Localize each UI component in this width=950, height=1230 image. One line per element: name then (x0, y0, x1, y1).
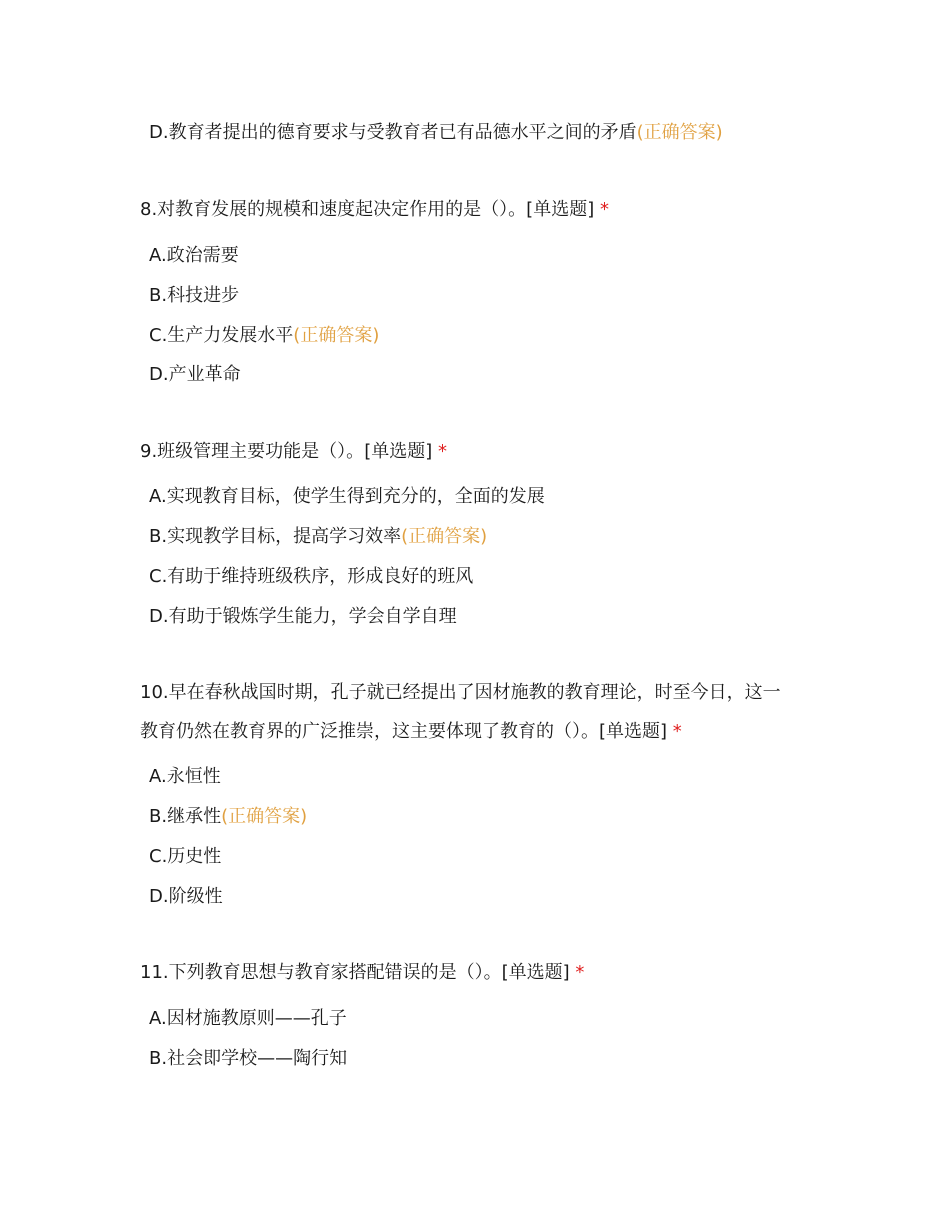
question-10-option-a (149, 765, 221, 789)
option-text: D.教育者提出的德育要求与受教育者已有品德水平之间的矛盾 (149, 122, 637, 143)
option-text: B.科技进步 (149, 285, 240, 306)
option-text: C.有助于维持班级秩序，形成良好的班风 (149, 566, 474, 587)
question-type-tag: [单选题] (501, 962, 570, 983)
option-text: D.产业革命 (149, 364, 241, 385)
question-11-option-a (149, 1007, 347, 1031)
question-11-title (140, 961, 584, 985)
option-text: D.阶级性 (149, 886, 223, 907)
option-text: B.继承性 (149, 806, 222, 827)
question-text: 教育仍然在教育界的广泛推崇，这主要体现了教育的（）。 (140, 721, 599, 742)
option-text: A.实现教育目标，使学生得到充分的，全面的发展 (149, 486, 545, 507)
question-9-option-b (149, 525, 487, 549)
question-type-tag: [单选题] (599, 721, 668, 742)
required-asterisk: * (599, 199, 609, 220)
option-text: C.历史性 (149, 846, 222, 867)
question-9-option-d (149, 605, 457, 629)
question-8-option-c (149, 324, 379, 348)
question-text: 11.下列教育思想与教育家搭配错误的是（）。 (140, 962, 502, 983)
option-text: A.因材施教原则——孔子 (149, 1008, 347, 1029)
question-8-title (140, 198, 609, 222)
question-type-tag: [单选题] (526, 199, 595, 220)
question-type-tag: [单选题] (364, 441, 433, 462)
question-10-title-line-1 (140, 681, 781, 705)
option-text: B.实现教学目标，提高学习效率 (149, 526, 402, 547)
required-asterisk: * (672, 721, 682, 742)
question-9-option-a (149, 485, 545, 509)
question-10-option-b (149, 805, 307, 829)
question-text: 9.班级管理主要功能是（）。 (140, 441, 365, 462)
question-8-option-b (149, 284, 239, 308)
question-8-option-a (149, 244, 239, 268)
question-10-option-d (149, 885, 223, 909)
question-9-title (140, 440, 447, 464)
required-asterisk: * (437, 441, 447, 462)
required-asterisk: * (575, 962, 585, 983)
question-text: 10.早在春秋战国时期，孔子就已经提出了因材施教的教育理论，时至今日，这一 (140, 682, 781, 703)
question-9-option-c (149, 565, 473, 589)
question-11-option-b (149, 1047, 347, 1071)
correct-answer-mark: (正确答案) (293, 325, 380, 346)
option-text: D.有助于锻炼学生能力，学会自学自理 (149, 606, 457, 627)
question-10-option-c (149, 845, 221, 869)
option-text: A.永恒性 (149, 766, 221, 787)
question-10-title-line-2 (140, 720, 682, 744)
option-text: C.生产力发展水平 (149, 325, 294, 346)
correct-answer-mark: (正确答案) (401, 526, 488, 547)
correct-answer-mark: (正确答案) (636, 122, 723, 143)
correct-answer-mark: (正确答案) (221, 806, 308, 827)
option-text: B.社会即学校——陶行知 (149, 1048, 348, 1069)
question-8-option-d (149, 363, 241, 387)
question-text: 8.对教育发展的规模和速度起决定作用的是（）。 (140, 199, 527, 220)
option-d-q7 (149, 121, 723, 145)
option-text: A.政治需要 (149, 245, 239, 266)
